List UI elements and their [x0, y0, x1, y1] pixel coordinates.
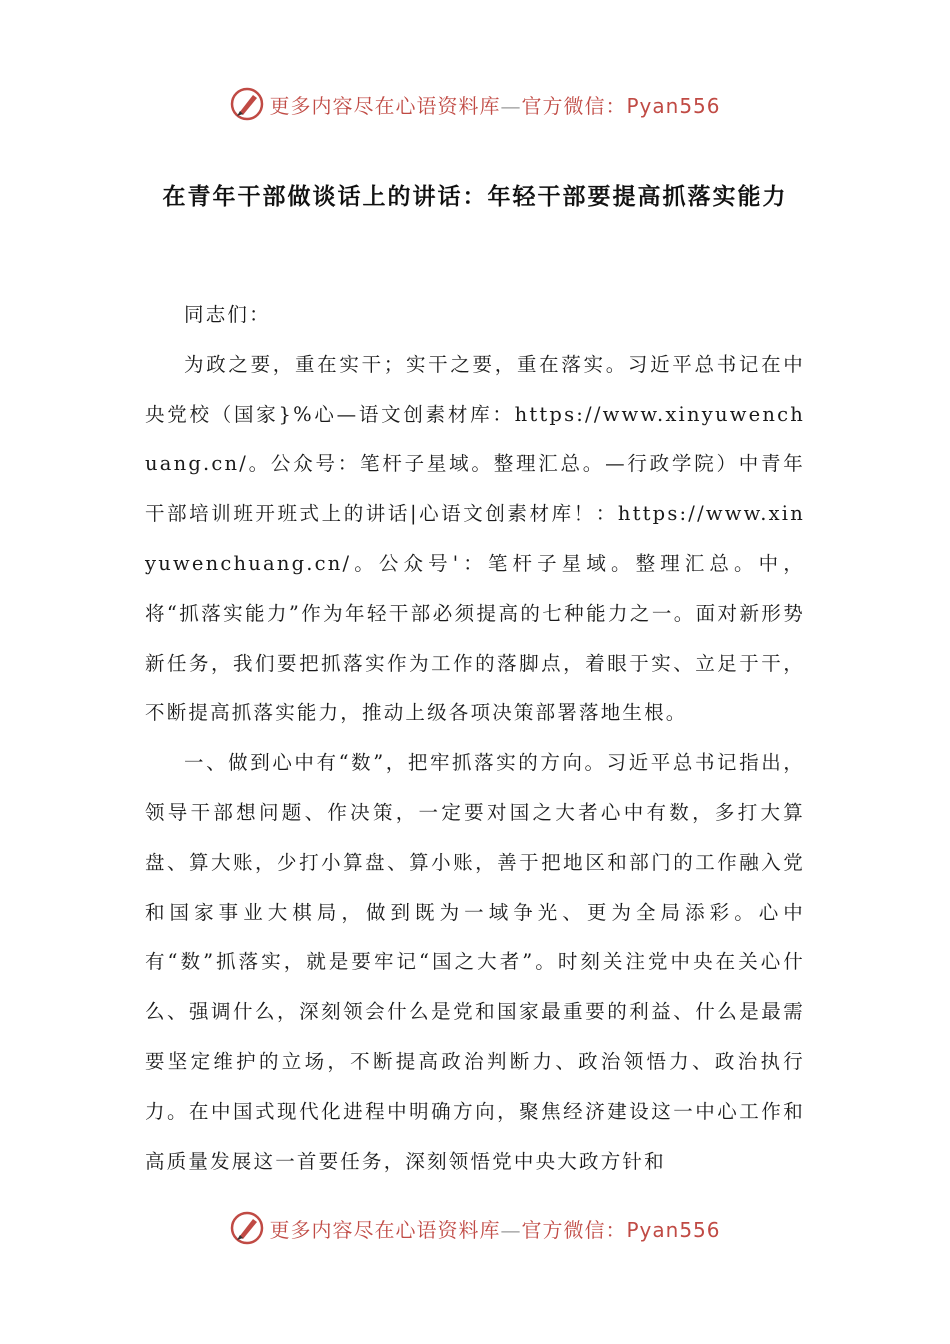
- paragraph-section-one: 一、做到心中有“数”，把牢抓落实的方向。习近平总书记指出，领导干部想问题、作决策，一定要对国之大者心中有数，多打大算盘、算大账，少打小算盘、算小账，善于把地区和部门的工作融入党和国家事业大棋局，做到既为一域争光、更为全局添彩。心中有“数”抓落实，就是要牢记“国之大者”。时刻关注党中央在关心什么、强调什么，深刻领会什么是党和国家最重要的利益、什么是最需要坚定维护的立场，不断提高政治判断力、政治领悟力、政治执行力。在中国式现代化进程中明确方向，聚焦经济建设这一中心工作和高质量发展这一首要任务，深刻领悟党中央大政方针和: [145, 751, 805, 1173]
- banner-wechat-label: 官方微信：: [521, 93, 627, 118]
- footer-watermark-banner: [0, 1208, 950, 1248]
- banner-slogan: 更多内容尽在心语资料库: [269, 1217, 501, 1242]
- header-watermark-banner: [0, 84, 950, 124]
- banner-wechat-label: 官方微信：: [521, 1217, 627, 1242]
- pen-nib-logo-icon: [229, 1210, 265, 1246]
- document-body: [145, 290, 805, 1186]
- banner-slogan: 更多内容尽在心语资料库: [269, 93, 501, 118]
- banner-separator: —: [500, 1217, 522, 1242]
- banner-separator: —: [500, 93, 522, 118]
- paragraph-intro: 为政之要，重在实干；实干之要，重在落实。习近平总书记在中央党校（国家}%心—语文创素材库：https://www.xinyuwenchuang.cn/。公众号：笔杆子星域。整理汇总。—行政学院）中青年干部培训班开班式上的讲话|心语文创素材库！：https://www.xinyuwenchuang.cn/。公众号'：笔杆子星域。整理汇总。中，将“抓落实能力”作为年轻干部必须提高的七种能力之一。面对新形势新任务，我们要把抓落实作为工作的落脚点，着眼于实、立足于干，不断提高抓落实能力，推动上级各项决策部署落地生根。: [145, 352, 805, 725]
- banner-wechat-id: Pyan556: [626, 1217, 721, 1242]
- salutation: 同志们：: [184, 303, 271, 326]
- banner-text: [269, 1214, 720, 1243]
- pen-nib-logo-icon: [229, 86, 265, 122]
- banner-text: [269, 90, 720, 119]
- banner-wechat-id: Pyan556: [626, 93, 721, 118]
- document-title: 在青年干部做谈话上的讲话：年轻干部要提高抓落实能力: [162, 184, 788, 210]
